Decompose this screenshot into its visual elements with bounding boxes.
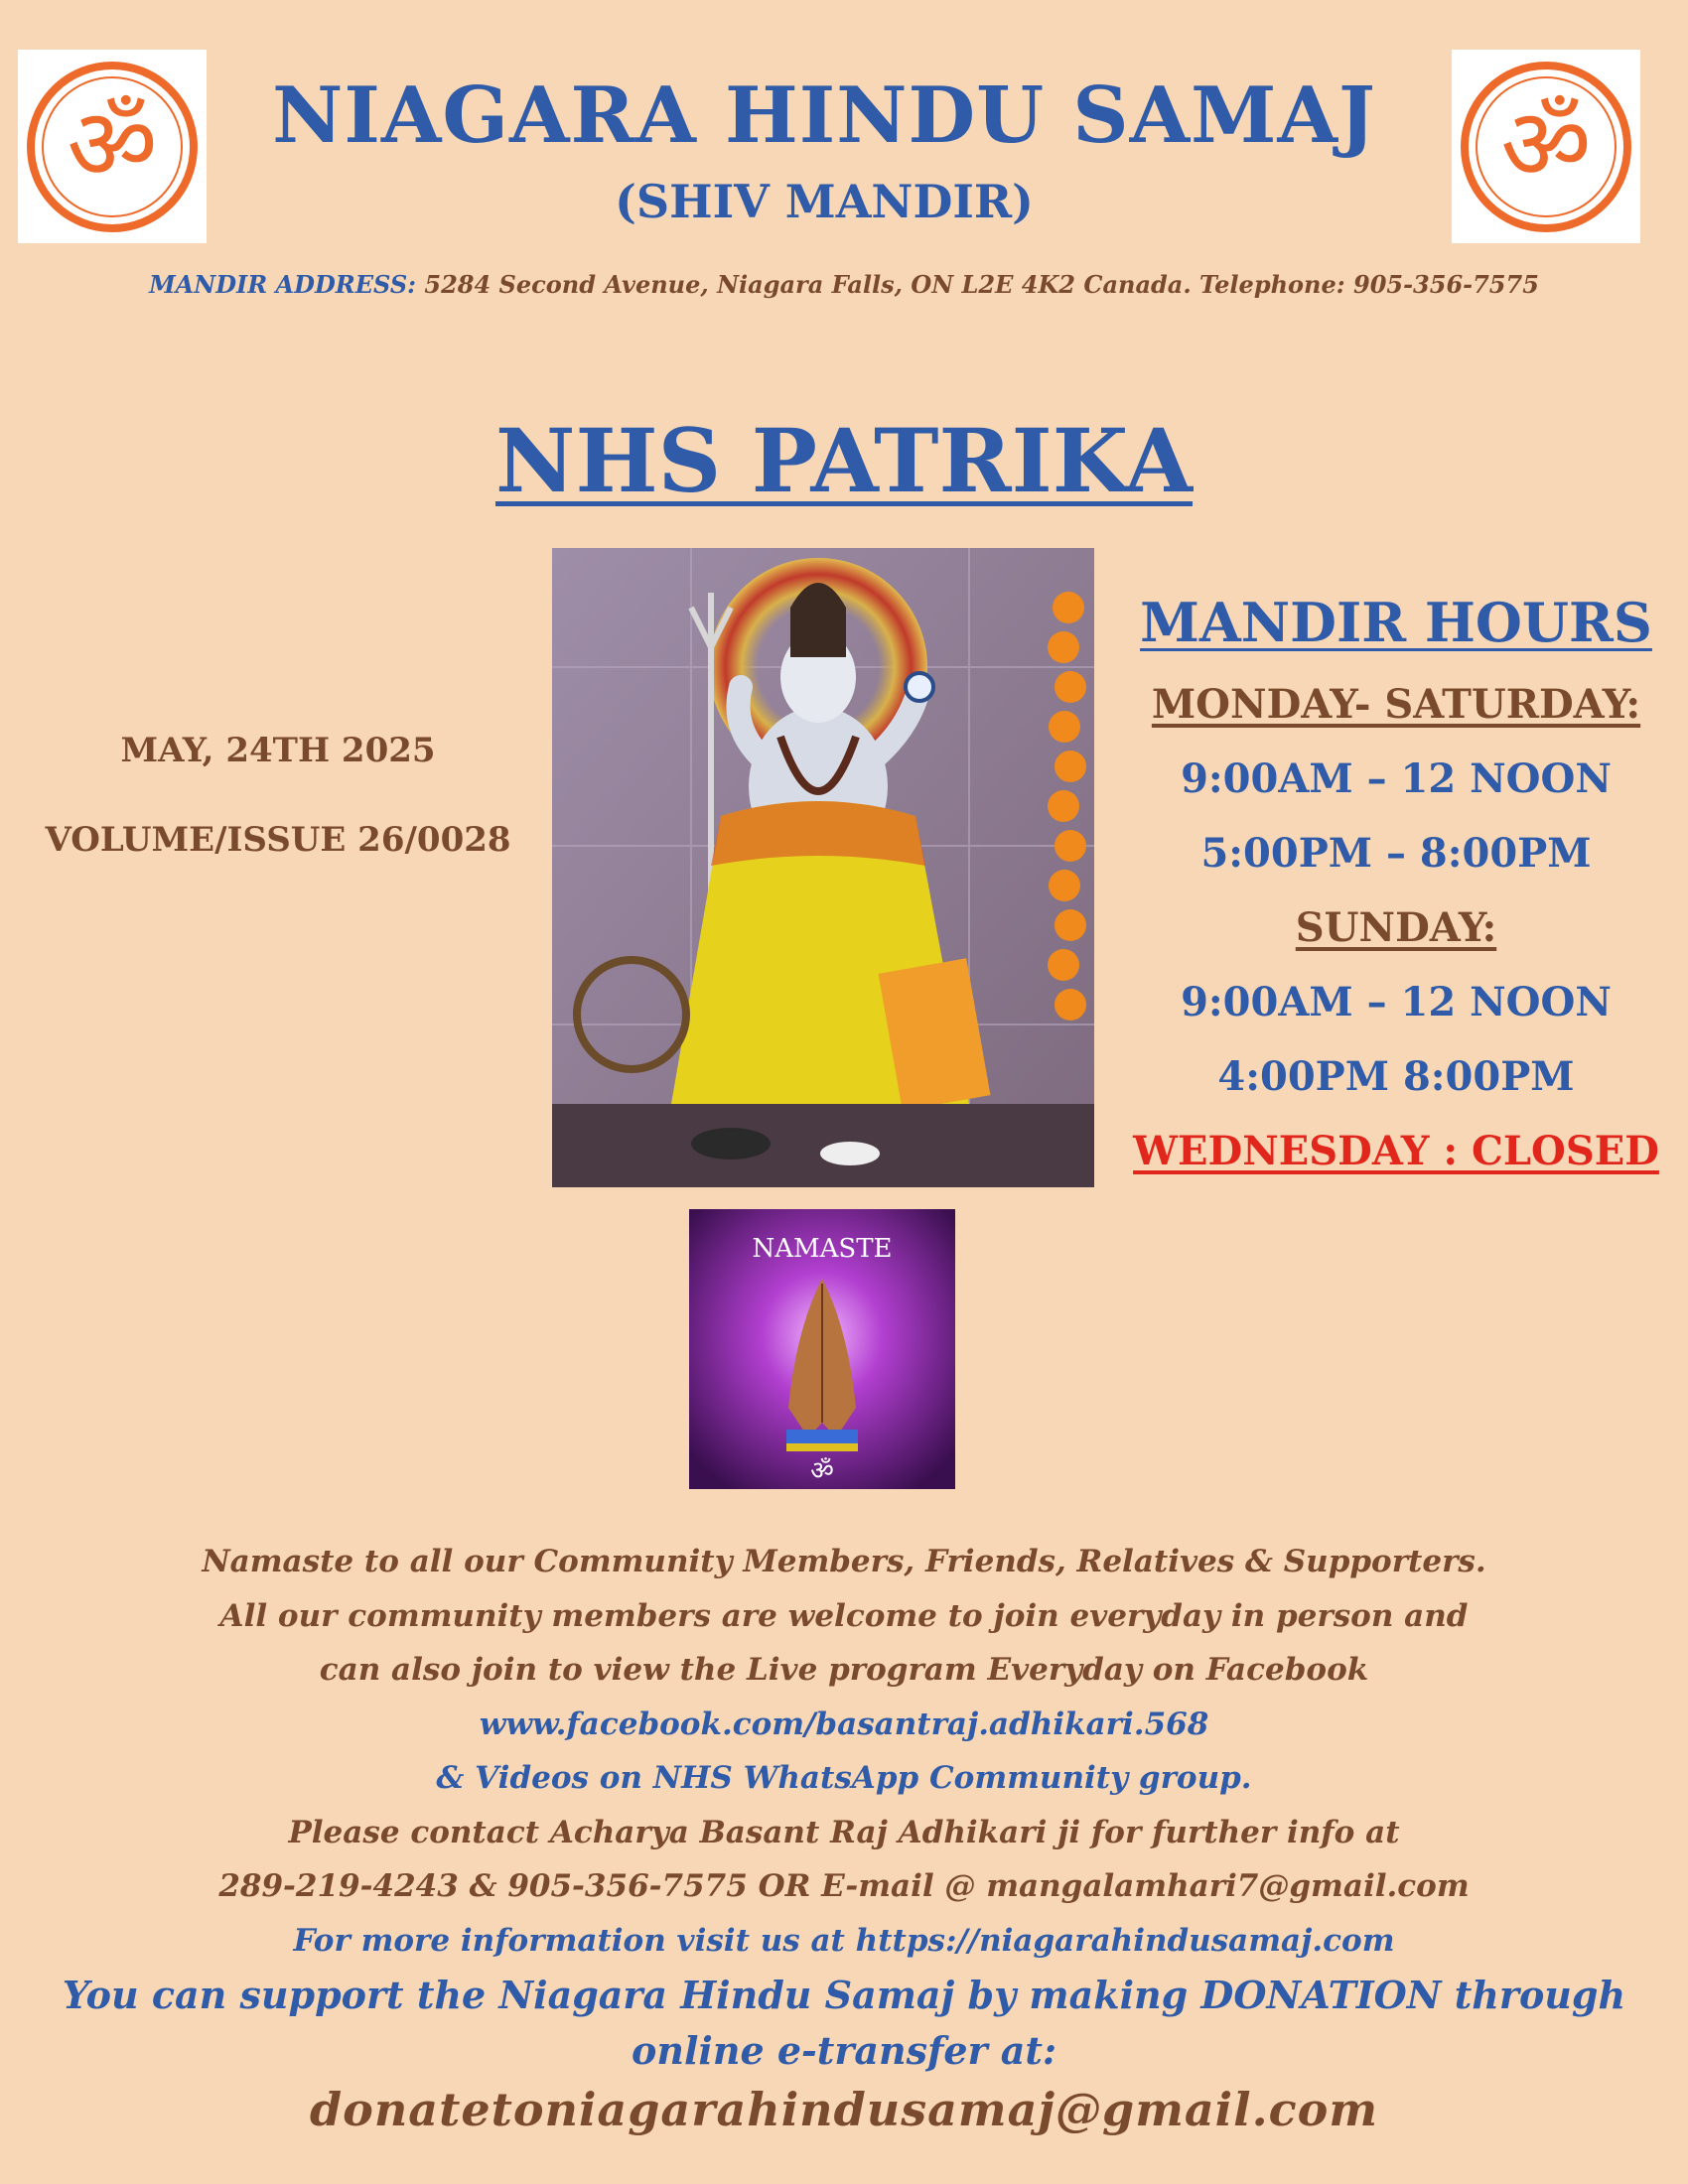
sunday-label: SUNDAY:	[1295, 903, 1497, 951]
message-line-1: Namaste to all our Community Members, Friends, Relatives & Supporters.	[202, 1544, 1486, 1579]
mandir-address	[0, 270, 1688, 299]
weekday-label: MONDAY- SATURDAY:	[1151, 680, 1641, 728]
newsletter-title	[0, 409, 1688, 512]
issue-date: MAY, 24TH 2025	[120, 731, 436, 770]
sunday-evening-hours: 4:00PM 8:00PM	[1217, 1052, 1575, 1100]
website-link[interactable]: For more information visit us at https://niagarahindusamaj.com	[293, 1922, 1395, 1959]
om-symbol-icon: ॐ	[810, 1456, 834, 1486]
message-line-2: All our community members are welcome to join everyday in person and	[219, 1597, 1469, 1634]
whatsapp-line: & Videos on NHS WhatsApp Community group.	[436, 1760, 1252, 1796]
mandir-hours	[1104, 578, 1688, 1188]
community-message	[60, 1535, 1628, 2079]
organization-subtitle: (SHIV MANDIR)	[615, 175, 1034, 228]
donation-line-2: online e-transfer at:	[631, 2028, 1057, 2073]
organization-title: NIAGARA HINDU SAMAJ	[272, 70, 1376, 161]
namaste-caption: NAMASTE	[752, 1234, 893, 1264]
newsletter-name: NHS PATRIKA	[495, 409, 1193, 512]
shiva-murti-photo	[552, 548, 1094, 1187]
donation-line-1: You can support the Niagara Hindu Samaj by making DONATION through	[62, 1973, 1626, 2017]
weekday-morning-hours: 9:00AM – 12 NOON	[1181, 754, 1612, 802]
om-logo-right	[1452, 50, 1640, 243]
closed-notice: WEDNESDAY : CLOSED	[1133, 1127, 1659, 1174]
phones-email-line: 289-219-4243 & 905-356-7575 OR E-mail @ mangalamhari7@gmail.com	[218, 1868, 1470, 1904]
weekday-evening-hours: 5:00PM – 8:00PM	[1200, 829, 1592, 877]
om-logo-left	[18, 50, 207, 243]
address-text: 5284 Second Avenue, Niagara Falls, ON L2E 4K2 Canada. Telephone: 905-356-7575	[416, 270, 1539, 299]
svg-text:ॐ: ॐ	[67, 85, 158, 203]
namaste-image	[689, 1209, 955, 1489]
contact-line: Please contact Acharya Basant Raj Adhikari ji for further info at	[288, 1814, 1400, 1850]
om-symbol-icon	[1457, 58, 1635, 236]
message-line-3: can also join to view the Live program Everyday on Facebook	[319, 1652, 1369, 1688]
issue-volume: VOLUME/ISSUE 26/0028	[45, 820, 511, 860]
address-label: MANDIR ADDRESS:	[149, 270, 417, 299]
hours-title: MANDIR HOURS	[1140, 590, 1652, 654]
facebook-link[interactable]: www.facebook.com/basantraj.adhikari.568	[479, 1706, 1209, 1742]
om-symbol-icon	[23, 58, 202, 236]
donation-email[interactable]: donatetoniagarahindusamaj@gmail.com	[309, 2083, 1379, 2136]
sunday-morning-hours: 9:00AM – 12 NOON	[1181, 978, 1612, 1025]
svg-text:ॐ: ॐ	[1500, 85, 1592, 203]
